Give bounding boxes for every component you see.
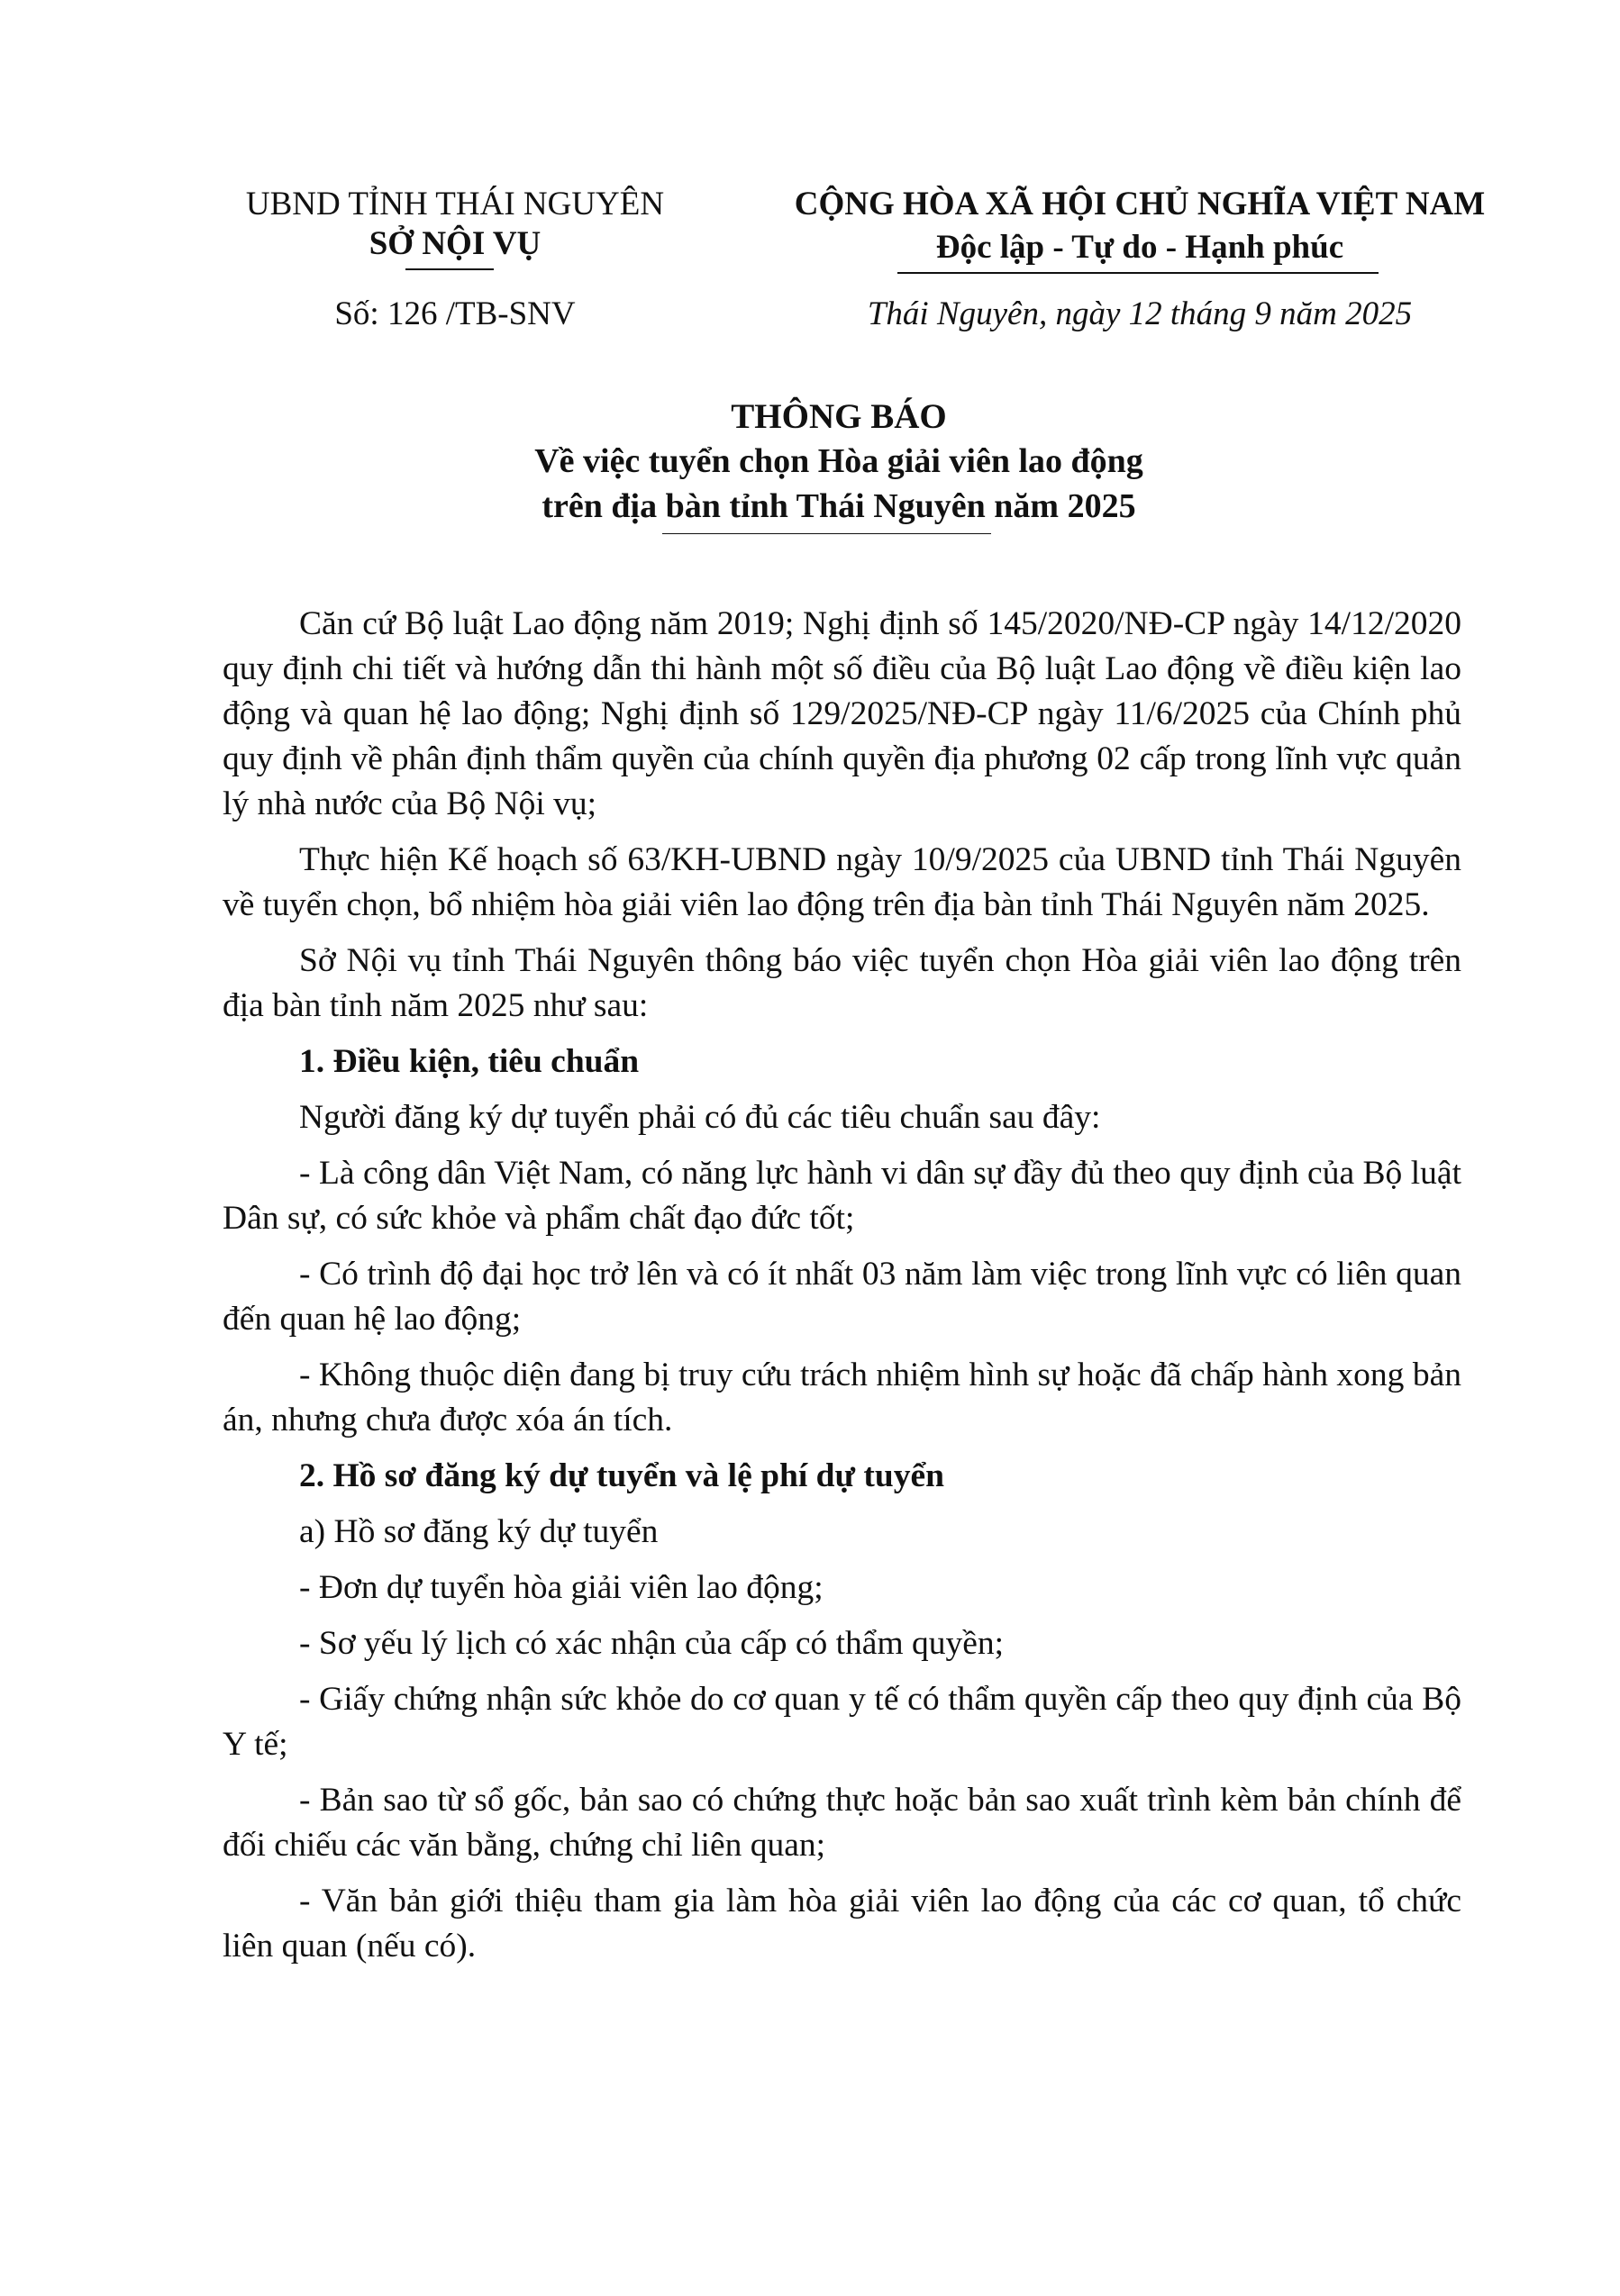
document-subject-line2: trên địa bàn tỉnh Thái Nguyên năm 2025	[542, 487, 1136, 525]
nation-title: CỘNG HÒA XÃ HỘI CHỦ NGHĨA VIỆT NAM	[794, 186, 1486, 222]
motto-underline	[897, 272, 1379, 274]
section-2-item: - Giấy chứng nhận sức khỏe do cơ quan y tế có thẩm quyền cấp theo quy định của Bộ Y tế;	[223, 1681, 1461, 1763]
document-number: Số: 126 /TB-SNV	[334, 295, 576, 332]
section-1-heading: 1. Điều kiện, tiêu chuẩn	[299, 1043, 640, 1080]
section-1-intro: Người đăng ký dự tuyển phải có đủ các tiêu chuẩn sau đây:	[299, 1099, 1101, 1136]
announcement-paragraph: Sở Nội vụ tỉnh Thái Nguyên thông báo việc tuyển chọn Hòa giải viên lao động trên địa bàn tỉnh năm 2025 như sau:	[223, 942, 1461, 1024]
section-2-item: - Bản sao từ sổ gốc, bản sao có chứng thực hoặc bản sao xuất trình kèm bản chính để đối chiếu các văn bằng, chứng chỉ liên quan;	[223, 1782, 1461, 1864]
section-1-item: - Không thuộc diện đang bị truy cứu trách nhiệm hình sự hoặc đã chấp hành xong bản án, nhưng chưa được xóa án tích.	[223, 1357, 1461, 1438]
place-date: Thái Nguyên, ngày 12 tháng 9 năm 2025	[867, 295, 1413, 332]
agency-underline	[405, 268, 494, 270]
section-1-item: - Có trình độ đại học trở lên và có ít nhất 03 năm làm việc trong lĩnh vực có liên quan đến quan hệ lao động;	[223, 1256, 1461, 1338]
section-2a-heading: a) Hồ sơ đăng ký dự tuyển	[299, 1513, 659, 1550]
document-type: THÔNG BÁO	[731, 397, 947, 436]
motto: Độc lập - Tự do - Hạnh phúc	[935, 229, 1344, 266]
implementation-paragraph: Thực hiện Kế hoạch số 63/KH-UBND ngày 10/9/2025 của UBND tỉnh Thái Nguyên về tuyển chọn, bổ nhiệm hòa giải viên lao động trên địa bàn tỉnh Thái Nguyên năm 2025.	[223, 841, 1461, 923]
document-body	[223, 602, 1461, 1969]
section-2-item: - Đơn dự tuyển hòa giải viên lao động;	[299, 1569, 824, 1606]
section-1-item: - Là công dân Việt Nam, có năng lực hành vi dân sự đầy đủ theo quy định của Bộ luật Dân sự, có sức khỏe và phẩm chất đạo đức tốt;	[223, 1155, 1461, 1237]
section-2-heading: 2. Hồ sơ đăng ký dự tuyển và lệ phí dự tuyển	[299, 1457, 944, 1494]
agency-name: SỞ NỘI VỤ	[369, 225, 542, 262]
section-2-item: - Văn bản giới thiệu tham gia làm hòa giải viên lao động của các cơ quan, tổ chức liên quan (nếu có).	[223, 1883, 1461, 1965]
document-subject-line1: Về việc tuyển chọn Hòa giải viên lao động	[534, 442, 1143, 480]
agency-parent: UBND TỈNH THÁI NGUYÊN	[245, 186, 665, 222]
subject-underline	[662, 533, 991, 534]
section-2-item: - Sơ yếu lý lịch có xác nhận của cấp có thẩm quyền;	[299, 1625, 1005, 1662]
legal-basis-paragraph: Căn cứ Bộ luật Lao động năm 2019; Nghị định số 145/2020/NĐ-CP ngày 14/12/2020 quy định chi tiết và hướng dẫn thi hành một số điều của Bộ luật Lao động về điều kiện lao động và quan hệ lao động; Nghị định số 129/2025/NĐ-CP ngày 11/6/2025 của Chính phủ quy định về phân định thẩm quyền của chính quyền địa phương 02 cấp trong lĩnh vực quản lý nhà nước của Bộ Nội vụ;	[223, 605, 1461, 822]
